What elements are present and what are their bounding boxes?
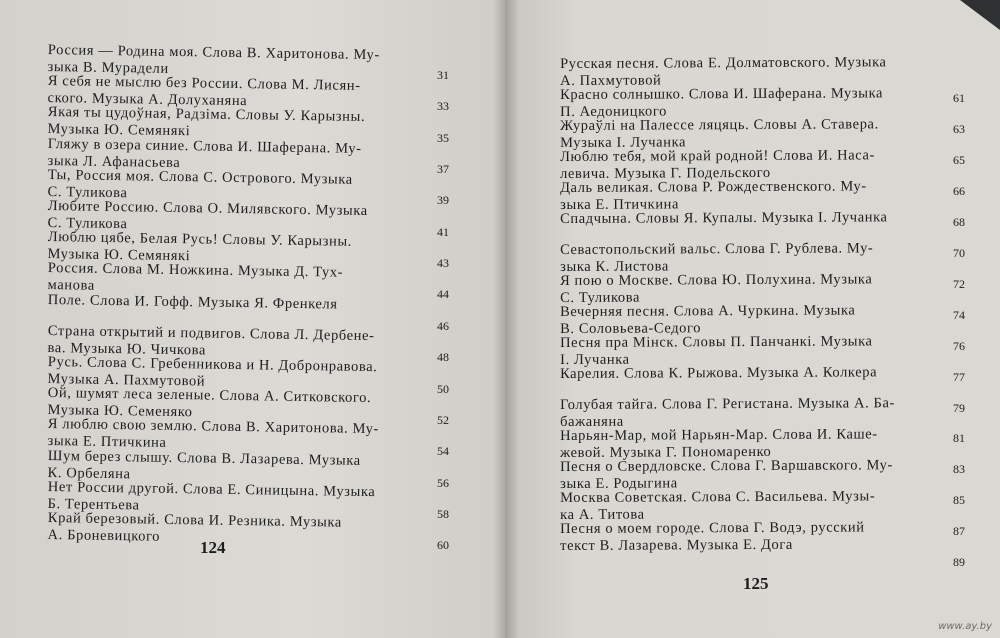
contents-entry [560, 209, 888, 228]
entry-line: Шум берез слышу. Слова В. Лазарева. Музыка [47, 447, 361, 469]
entry-line: Музыка Ю. Семянякі [47, 121, 191, 140]
entry-line: Песня пра Мінск. Словы П. Панчанкі. Музыка [560, 333, 873, 351]
entry-line: А. Броневицкого [47, 526, 161, 545]
entry-line: зыка Л. Афанасьева [47, 152, 181, 171]
contents-entry [560, 519, 865, 555]
entry-page-number: 79 [953, 400, 965, 415]
entry-page-number: 48 [437, 350, 449, 365]
entry-page-number: 65 [953, 152, 965, 167]
entry-page-number: 76 [953, 338, 965, 353]
entry-page-number: 56 [437, 475, 449, 490]
entry-line: Россия. Слова М. Ножкина. Музыка Д. Тух- [47, 260, 344, 282]
entry-line: Нет России другой. Слова Е. Синицына. Музыка [47, 478, 376, 500]
entry-line: Музыка І. Лучанка [560, 134, 687, 151]
entry-page-number: 68 [953, 214, 965, 229]
entry-line: Я себя не мыслю без России. Слова М. Лисян- [47, 73, 361, 95]
entry-page-number: 61 [953, 91, 965, 105]
entry-page-number: 37 [437, 162, 449, 177]
entry-line: Голубая тайга. Слова Г. Регистана. Музыка А. Ба- [560, 395, 895, 413]
entry-line: Ты, Россия моя. Слова С. Острового. Музыка [47, 166, 353, 188]
entry-line: бажаняна [560, 413, 624, 430]
entry-line: Россия — Родина моя. Слова В. Харитонова. Му- [47, 42, 380, 64]
entry-line: Якая ты цудоўная, Радзіма. Словы У. Карызны. [47, 104, 366, 126]
entry-line: Музыка Ю. Семеняко [47, 402, 193, 421]
entry-page-number: 74 [953, 307, 965, 322]
entry-page-number: 52 [437, 412, 449, 427]
entry-line: Москва Советская. Слова С. Васильева. Музы- [560, 488, 876, 506]
entry-line: Жураўлі на Палессе ляцяць. Словы А. Ставера. [560, 116, 879, 134]
entry-page-number: 54 [437, 444, 449, 459]
entry-page-number: 50 [437, 381, 449, 396]
entry-line: Любите Россию. Слова О. Милявского. Музыка [47, 198, 368, 220]
entry-line: Музыка А. Пахмутовой [47, 370, 206, 390]
entry-line: Карелия. Слова К. Рыжова. Музыка А. Колкера [560, 364, 878, 382]
entry-line: Песня о моем городе. Слова Г. Водэ, русский [560, 519, 865, 537]
entry-page-number: 87 [953, 524, 965, 539]
entry-page-number: 72 [953, 276, 965, 291]
book-gutter [493, 0, 519, 638]
entry-line: П. Аедоницкого [560, 103, 667, 120]
entry-line: зыка Е. Птичкина [560, 196, 680, 213]
entry-page-number: 70 [953, 245, 965, 260]
entry-line: жевой. Музыка Г. Пономаренко [560, 443, 772, 461]
entry-line: зыка К. Листова [560, 258, 669, 275]
entry-page-number: 85 [953, 493, 965, 508]
entry-line: текст В. Лазарева. Музыка Е. Дога [560, 536, 793, 554]
entry-line: Севастопольский вальс. Слова Г. Рублева. Му- [560, 240, 874, 258]
entry-page-number: 77 [953, 369, 965, 384]
entry-page-number: 44 [437, 287, 449, 302]
entry-line: Вечерняя песня. Слова А. Чуркина. Музыка [560, 302, 856, 320]
entry-line: Нарьян-Мар, мой Нарьян-Мар. Слова И. Кашe- [560, 426, 878, 444]
entry-line: ского. Музыка А. Долуханяна [47, 90, 248, 110]
entry-line: Даль великая. Слова Р. Рождественского. Му- [560, 178, 867, 196]
entry-line: ва. Музыка Ю. Чичкова [47, 339, 207, 359]
contents-entry [47, 510, 342, 549]
entry-line: Гляжу в озера синие. Слова И. Шаферана. Му- [47, 135, 362, 157]
entry-page-number: 33 [437, 99, 449, 114]
entry-page-number: 41 [437, 224, 449, 239]
entry-page-number: 63 [953, 121, 965, 136]
entry-page-number: 46 [437, 318, 449, 333]
entry-line: Б. Терентьева [47, 495, 140, 514]
entry-line: Край березовый. Слова И. Резника. Музыка [47, 510, 343, 531]
entry-line: ка А. Титова [560, 506, 645, 523]
left-folio: 124 [200, 538, 226, 557]
entry-line: Музыка Ю. Семянякі [47, 246, 191, 265]
entry-line: Страна открытий и подвигов. Слова Л. Дербене- [47, 322, 375, 344]
entry-line: зыка Е. Родыгина [560, 475, 678, 492]
entry-line: Русская песня. Слова Е. Долматовского. Музыка [560, 54, 887, 72]
entry-line: Песня о Свердловске. Слова Г. Варшавского. Му- [560, 457, 893, 475]
contents-entry [560, 364, 877, 383]
entry-page-number: 31 [437, 68, 449, 82]
entry-page-number: 66 [953, 183, 965, 198]
entry-line: Люблю цябе, Белая Русь! Словы У. Карызны. [47, 229, 353, 250]
entry-line: Ой, шумят леса зеленые. Слова А. Ситковского. [47, 385, 372, 407]
entry-line: Русь. Слова С. Гребенникова и Н. Добронравова. [47, 354, 378, 376]
right-folio: 125 [743, 574, 769, 593]
entry-page-number: 83 [953, 462, 965, 477]
entry-page-number: 60 [437, 538, 449, 553]
entry-line: В. Соловьева-Седого [560, 320, 702, 337]
entry-page-number: 58 [437, 506, 449, 521]
entry-line: Красно солнышко. Слова И. Шаферана. Музыка [560, 85, 884, 103]
entry-line: Я пою о Москве. Слова Ю. Полухина. Музыка [560, 271, 873, 289]
entry-line: К. Орбеляна [47, 464, 131, 482]
entry-page-number: 39 [437, 193, 449, 208]
entry-line: Люблю тебя, мой край родной! Слова И. Наса- [560, 147, 875, 165]
entry-line: зыка В. Мурадели [47, 58, 169, 77]
entry-line: Спадчына. Словы Я. Купалы. Музыка І. Лучанка [560, 209, 888, 227]
entry-line: А. Пахмутовой [560, 72, 662, 89]
entry-line: І. Лучанка [560, 351, 630, 368]
entry-line: С. Туликова [47, 214, 128, 233]
entry-line: зыка Е. Птичкина [47, 433, 167, 452]
entry-page-number: 89 [953, 555, 965, 570]
entry-line: С. Туликова [560, 289, 641, 306]
entry-page-number: 43 [437, 256, 449, 271]
right-page [505, 0, 1000, 638]
entry-page-number: 35 [437, 130, 449, 145]
contents-entry [560, 302, 856, 338]
entry-page-number: 81 [953, 431, 965, 446]
entry-line: левича. Музыка Г. Подельского [560, 164, 771, 182]
watermark: www.ay.by [938, 621, 992, 632]
entry-line: Поле. Слова И. Гофф. Музыка Я. Френкеля [47, 291, 338, 313]
entry-line: С. Туликова [47, 183, 128, 202]
entry-line: манова [47, 277, 95, 295]
entry-line: Я люблю свою землю. Слова В. Харитонова. Му- [47, 416, 380, 438]
